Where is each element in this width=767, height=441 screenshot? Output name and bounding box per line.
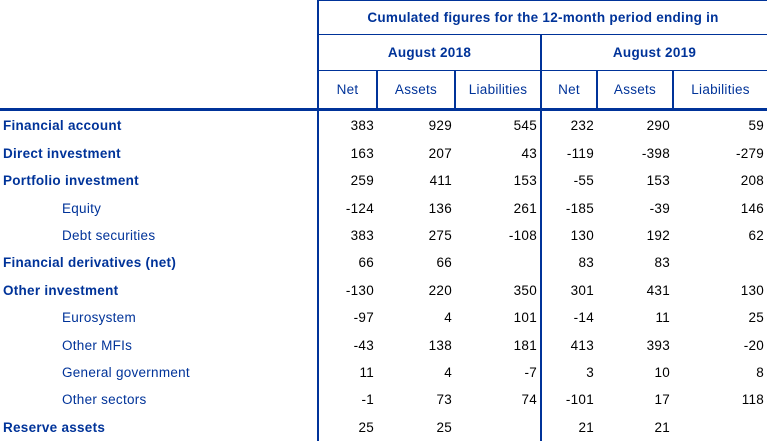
row-label: Financial derivatives (net) <box>3 255 177 271</box>
cell-value: -119 <box>541 140 597 167</box>
cell-value: 413 <box>541 331 597 358</box>
table-row <box>0 304 767 331</box>
cell-value: -1 <box>318 386 377 413</box>
cell-value: 25 <box>318 414 377 441</box>
table-row <box>0 167 767 194</box>
cell-value: 83 <box>541 249 597 276</box>
cell-value: -39 <box>649 200 670 216</box>
table-title: Cumulated figures for the 12-month period ending in <box>318 1 767 35</box>
cell-value: 136 <box>428 200 452 216</box>
row-label: Portfolio investment <box>3 173 139 189</box>
cell-value: 929 <box>428 117 452 133</box>
subheader-net-2018: Net <box>318 71 377 110</box>
cell-value: 545 <box>513 117 537 133</box>
cell-value: 383 <box>318 222 377 249</box>
cell-value: 43 <box>521 145 537 161</box>
cell-value: 393 <box>646 337 670 353</box>
cell-value: 130 <box>740 282 765 298</box>
cell-value: 66 <box>436 255 452 271</box>
subheader-net-2019: Net <box>541 71 597 110</box>
subheader-liabilities-2019: Liabilities <box>673 71 767 110</box>
table-row <box>0 222 767 249</box>
cell-value: 25 <box>748 310 765 326</box>
row-label: Reserve assets <box>3 419 106 435</box>
cell-value: 101 <box>513 310 537 326</box>
cell-value: 21 <box>654 419 670 435</box>
cell-value: 431 <box>646 282 670 298</box>
cell-value: 261 <box>513 200 537 216</box>
cell-value: -55 <box>541 167 597 194</box>
table-row <box>0 331 767 358</box>
table-row <box>0 386 767 413</box>
row-label: Other sectors <box>62 392 147 408</box>
cell-value: 83 <box>654 255 670 271</box>
cell-value: -7 <box>524 364 537 380</box>
table-row <box>0 249 767 276</box>
cell-value: 232 <box>541 110 597 140</box>
cell-value: -20 <box>743 337 765 353</box>
cell-value: -101 <box>541 386 597 413</box>
cell-value: -279 <box>735 145 765 161</box>
cell-value: 73 <box>436 392 452 408</box>
cell-value: 350 <box>513 282 537 298</box>
cell-value: 74 <box>521 392 537 408</box>
cell-value <box>455 414 541 441</box>
cell-value: -43 <box>318 331 377 358</box>
cell-value: 220 <box>428 282 452 298</box>
subheader-liabilities-2018: Liabilities <box>455 71 541 110</box>
table-row <box>0 414 767 441</box>
cell-value: 62 <box>748 227 765 243</box>
row-label: General government <box>62 364 190 380</box>
table-row <box>0 194 767 221</box>
cell-value: 138 <box>428 337 452 353</box>
cell-value: 17 <box>654 392 670 408</box>
cell-value <box>673 414 767 441</box>
cell-value: 411 <box>429 173 452 189</box>
cell-value: -97 <box>318 304 377 331</box>
cell-value <box>455 249 541 276</box>
cell-value: 21 <box>541 414 597 441</box>
row-label: Direct investment <box>3 145 121 161</box>
cell-value: 11 <box>318 359 377 386</box>
cell-value: 66 <box>318 249 377 276</box>
cell-value: -185 <box>541 194 597 221</box>
row-label: Other MFIs <box>62 337 133 353</box>
row-label: Equity <box>62 200 102 216</box>
period-header-august-2018: August 2018 <box>318 35 541 71</box>
cell-value: -130 <box>318 277 377 304</box>
cell-value: 59 <box>748 117 765 133</box>
cell-value: 163 <box>318 140 377 167</box>
table-row <box>0 359 767 386</box>
cell-value: 192 <box>646 227 670 243</box>
cell-value: 3 <box>541 359 597 386</box>
table-row <box>0 277 767 304</box>
cell-value: 301 <box>541 277 597 304</box>
cell-value: 25 <box>436 419 452 435</box>
cell-value: 153 <box>513 173 537 189</box>
cell-value: 275 <box>428 227 452 243</box>
cell-value: -124 <box>318 194 377 221</box>
cell-value: 4 <box>444 364 452 380</box>
cell-value: -398 <box>641 145 670 161</box>
row-label: Financial account <box>3 117 122 133</box>
cell-value: 10 <box>654 364 670 380</box>
table-row <box>0 140 767 167</box>
subheader-assets-2019: Assets <box>597 71 673 110</box>
cell-value: 208 <box>740 173 765 189</box>
cell-value: 118 <box>741 392 765 408</box>
row-label: Debt securities <box>62 227 156 243</box>
row-label: Other investment <box>3 282 119 298</box>
cell-value: 207 <box>428 145 452 161</box>
subheader-assets-2018: Assets <box>377 71 455 110</box>
cell-value: 8 <box>756 364 765 380</box>
cell-value: 153 <box>646 173 670 189</box>
period-header-august-2019: August 2019 <box>541 35 767 71</box>
cell-value: 383 <box>318 110 377 140</box>
cell-value: 290 <box>646 117 670 133</box>
cell-value: 259 <box>318 167 377 194</box>
corner-blank-cell <box>0 1 318 110</box>
cell-value: 181 <box>513 337 537 353</box>
cell-value: 4 <box>444 310 452 326</box>
cell-value: -14 <box>541 304 597 331</box>
cell-value: -108 <box>508 227 537 243</box>
cell-value: 146 <box>740 200 765 216</box>
row-label: Eurosystem <box>62 310 136 326</box>
cell-value: 130 <box>541 222 597 249</box>
table-row <box>0 110 767 140</box>
cell-value: 11 <box>655 310 670 326</box>
cell-value <box>673 249 767 276</box>
